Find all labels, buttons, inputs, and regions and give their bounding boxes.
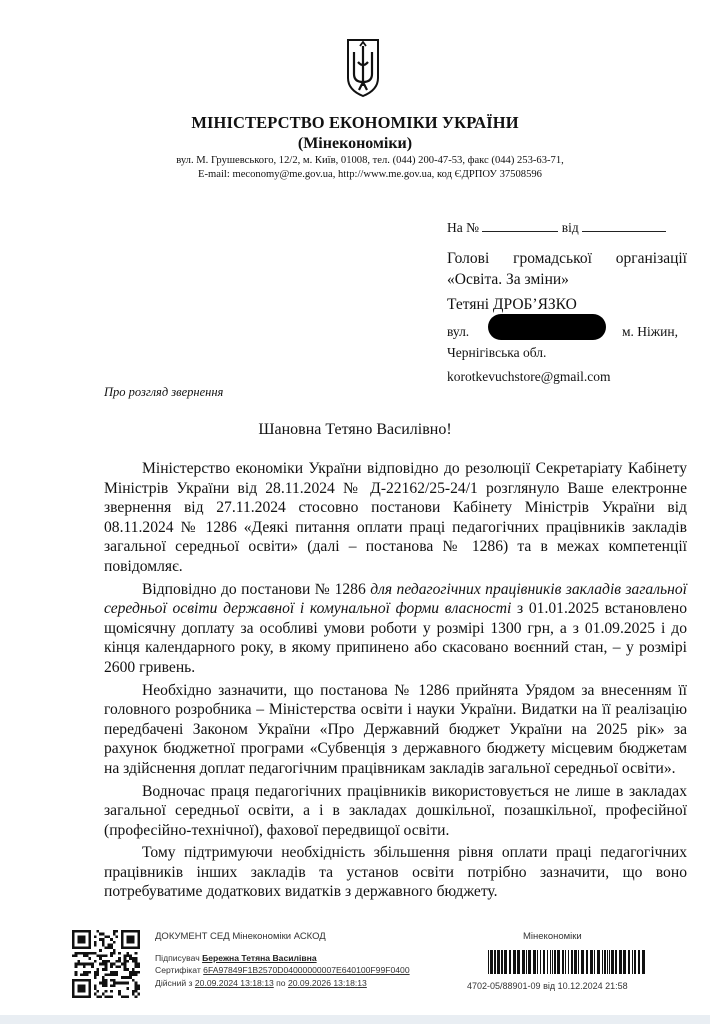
reference-date-label: від xyxy=(561,220,579,235)
ministry-name: МІНІСТЕРСТВО ЕКОНОМІКИ УКРАЇНИ xyxy=(191,113,519,132)
reference-number-blank xyxy=(482,219,558,232)
paragraph-5: Тому підтримуючи необхідність збільшення рівня оплати праці педагогічних працівників інших закладів та установ освіти потрібно зазначити, що воно потребуватиме додаткових видатків з державного бюджету. xyxy=(104,844,687,901)
greeting: Шановна Тетяно Василівно! xyxy=(258,421,452,438)
recipient-city: м. Ніжин, xyxy=(622,324,678,339)
paragraph-3: Необхідно зазначити, що постанова № 1286 прийнята Урядом за внесенням її головного розробника – Міністерства освіти і науки України. Видатки на її реалізацію передбачені Законом України «Про Державний бюджет України на 2025 рік» за рахунок бюджетної програми «Субвенція з державного бюджету місцевим бюджетам на здійснення доплат педагогічним працівникам закладів загальної середньої освіти». xyxy=(104,681,687,777)
paragraph-2-italic: для педагогічних працівників закладів загальної середньої освіти державної і комунальної форми власності xyxy=(104,580,687,618)
reference-date-blank xyxy=(582,219,666,232)
paragraph-2: Відповідно до постанови № 1286 для педагогічних працівників закладів загальної середньої освіти державної і комунальної форми власності з 01.01.2025 встановлено щомісячну доплату за особливі умови роботи у розмірі 1300 грн, а з 01.09.2025 і до кінця календарного року, в якому припинено або скасовано воєнний стан, – у розмірі 2600 гривень. xyxy=(104,580,687,676)
certificate-line: Сертифікат 6FA97849F1B2570D04000000007E640100F99F0400 xyxy=(155,965,410,975)
street-label: вул. xyxy=(447,324,470,339)
valid-from: 20.09.2024 13:18:13 xyxy=(194,978,274,988)
qr-code-icon xyxy=(72,930,140,998)
doc-system-title: ДОКУМЕНТ СЕД Мінекономіки АСКОД xyxy=(155,931,326,942)
registration-number: 4702-05/88901-09 від 10.12.2024 21:58 xyxy=(467,981,628,991)
recipient-line2: «Освіта. За зміни» xyxy=(447,271,569,288)
ministry-contacts: E-mail: meconomy@me.gov.ua, http://www.me.gov.ua, код ЄДРПОУ 37508596 xyxy=(198,169,542,180)
letter-subject: Про розгляд звернення xyxy=(104,385,224,399)
recipient-region: Чернігівська обл. xyxy=(447,345,547,360)
recipient-name: Тетяні ДРОБ’ЯЗКО xyxy=(447,296,577,313)
signer-name: Бережна Тетяна Василівна xyxy=(202,953,317,963)
recipient-line1: Голові громадської організації xyxy=(447,250,687,267)
paragraph-1: Міністерство економіки України відповідно до резолюції Секретаріату Кабінету Міністрів України від 28.11.2024 № Д-22162/25-24/1 розглянуло Ваше електронне звернення від 27.11.2024 стосовно постанови Кабінету Міністрів України від 08.11.2024 № 1286 «Деякі питання оплати праці педагогічних працівників закладів загальної середньої освіти» (далі – постанова № 1286) та в межах компетенції повідомляє. xyxy=(104,460,687,575)
letter-body xyxy=(104,459,687,905)
signer-line: Підписувач Бережна Тетяна Василівна xyxy=(155,953,317,963)
ministry-address: вул. М. Грушевського, 12/2, м. Київ, 01008, тел. (044) 200-47-53, факс (044) 253-63-71, xyxy=(176,155,564,166)
paragraph-4: Водночас праця педагогічних працівників використовується не лише в закладах загальної середньої освіти, а і в закладах дошкільної, позашкільної, професійної (професійно-технічної), фахової передвищої освіти. xyxy=(104,782,687,839)
certificate-value: 6FA97849F1B2570D04000000007E640100F99F0400 xyxy=(203,965,410,975)
reference-line xyxy=(447,219,666,236)
reference-number-label: На № xyxy=(447,220,479,235)
barcode-icon xyxy=(488,950,646,974)
tryzub-emblem-icon xyxy=(345,38,381,98)
valid-to: 20.09.2026 13:18:13 xyxy=(287,978,367,988)
recipient-email: korotkevuchstore@gmail.com xyxy=(447,369,611,384)
stamp-title: Мінекономіки xyxy=(523,931,582,942)
ministry-short-name: (Мінекономіки) xyxy=(297,135,413,152)
validity-line: Дійсний з 20.09.2024 13:18:13 по 20.09.2026 13:18:13 xyxy=(155,978,367,988)
redacted-address xyxy=(488,314,606,340)
